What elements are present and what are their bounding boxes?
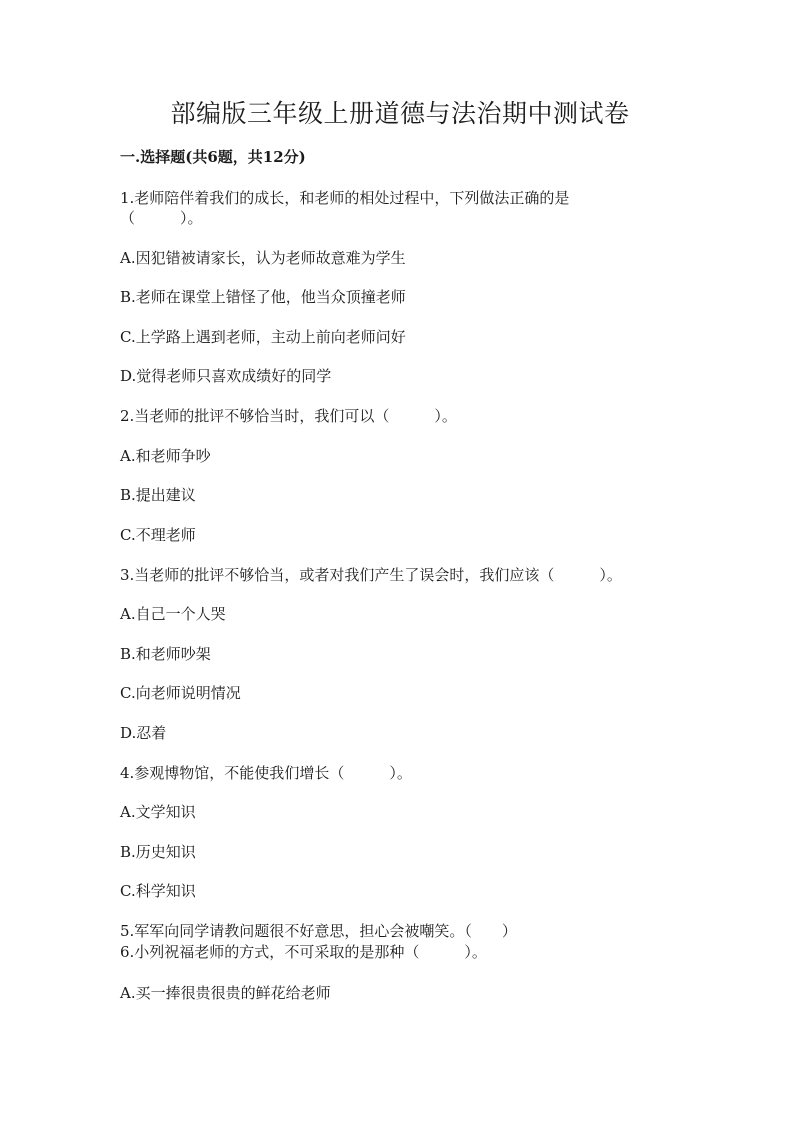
question-4: 4.参观博物馆，不能使我们增长（ ）。 (120, 764, 412, 782)
page-title: 部编版三年级上册道德与法治期中测试卷 (170, 99, 630, 128)
question-5: 5.军军向同学请教问题很不好意思，担心会被嘲笑。（ ） (120, 922, 517, 940)
question-4-option-c: C.科学知识 (120, 882, 196, 900)
question-4-option-a: A.文学知识 (120, 803, 196, 821)
question-1-option-d: D.觉得老师只喜欢成绩好的同学 (120, 367, 332, 385)
question-2: 2.当老师的批评不够恰当时，我们可以（ ）。 (120, 407, 457, 425)
question-1-blank: （ ）。 (120, 209, 203, 227)
question-1-option-c: C.上学路上遇到老师，主动上前向老师问好 (120, 328, 406, 346)
question-3-option-b: B.和老师吵架 (120, 645, 211, 663)
section-heading: 一.选择题(共6题，共12分) (120, 148, 306, 166)
question-6: 6.小列祝福老师的方式，不可采取的是那种（ ）。 (120, 943, 487, 961)
question-1-option-b: B.老师在课堂上错怪了他，他当众顶撞老师 (120, 288, 406, 306)
question-3-option-c: C.向老师说明情况 (120, 684, 241, 702)
question-6-option-a: A.买一捧很贵很贵的鲜花给老师 (120, 984, 331, 1002)
question-3-option-d: D.忍着 (120, 724, 167, 742)
question-2-option-a: A.和老师争吵 (120, 447, 211, 465)
question-2-option-c: C.不理老师 (120, 526, 196, 544)
question-2-option-b: B.提出建议 (120, 486, 196, 504)
question-1-option-a: A.因犯错被请家长，认为老师故意难为学生 (120, 249, 406, 267)
question-3: 3.当老师的批评不够恰当，或者对我们产生了误会时，我们应该（ ）。 (120, 566, 622, 584)
question-4-option-b: B.历史知识 (120, 843, 196, 861)
question-3-option-a: A.自己一个人哭 (120, 605, 226, 623)
question-1: 1.老师陪伴着我们的成长，和老师的相处过程中，下列做法正确的是 (120, 189, 570, 207)
